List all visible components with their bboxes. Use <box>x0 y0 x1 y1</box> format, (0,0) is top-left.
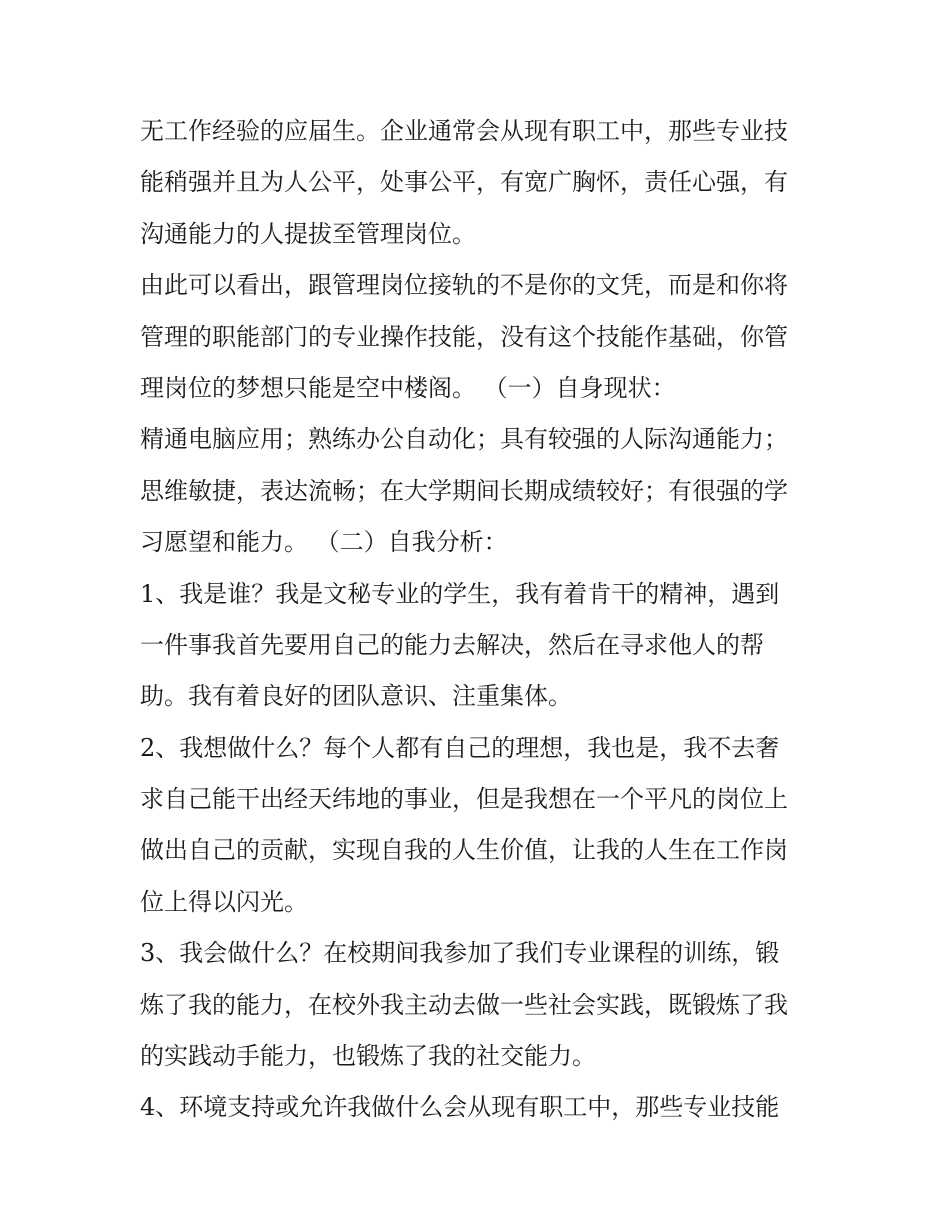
text-line: 由此可以看出，跟管理岗位接轨的不是你的文凭，而是和你将 <box>140 271 788 300</box>
text-line: 4、环境支持或允许我做什么会从现有职工中，那些专业技能 <box>140 1093 780 1122</box>
text-line: 做出自己的贡献，实现自我的人生价值，让我的人生在工作岗 <box>140 836 788 865</box>
text-line: 3、我会做什么？在校期间我参加了我们专业课程的训练，锻 <box>140 939 780 968</box>
text-line: 能稍强并且为人公平，处事公平，有宽广胸怀，责任心强，有 <box>140 168 788 197</box>
text-line: 沟通能力的人提拔至管理岗位。 <box>140 219 476 248</box>
text-line: 管理的职能部门的专业操作技能，没有这个技能作基础，你管 <box>140 322 788 351</box>
text-line: 无工作经验的应届生。企业通常会从现有职工中，那些专业技 <box>140 117 788 145</box>
text-line: 炼了我的能力，在校外我主动去做一些社会实践，既锻炼了我 <box>140 990 788 1019</box>
text-line: 位上得以闪光。 <box>140 887 308 916</box>
text-line: 习愿望和能力。 （二）自我分析： <box>140 528 508 557</box>
text-line: 助。我有着良好的团队意识、注重集体。 <box>140 682 572 711</box>
document-body <box>140 106 820 1134</box>
text-line: 1、我是谁？我是文秘专业的学生，我有着肯干的精神，遇到 <box>140 579 780 608</box>
text-line: 2、我想做什么？每个人都有自己的理想，我也是，我不去奢 <box>140 733 780 762</box>
text-line: 一件事我首先要用自己的能力去解决，然后在寻求他人的帮 <box>140 630 764 659</box>
text-line: 求自己能干出经天纬地的事业，但是我想在一个平凡的岗位上 <box>140 785 788 814</box>
text-line: 理岗位的梦想只能是空中楼阁。 （一）自身现状： <box>140 373 676 402</box>
text-line: 思维敏捷，表达流畅；在大学期间长期成绩较好；有很强的学 <box>140 476 788 505</box>
text-line: 精通电脑应用；熟练办公自动化；具有较强的人际沟通能力； <box>140 425 788 454</box>
text-line: 的实践动手能力，也锻炼了我的社交能力。 <box>140 1042 596 1071</box>
